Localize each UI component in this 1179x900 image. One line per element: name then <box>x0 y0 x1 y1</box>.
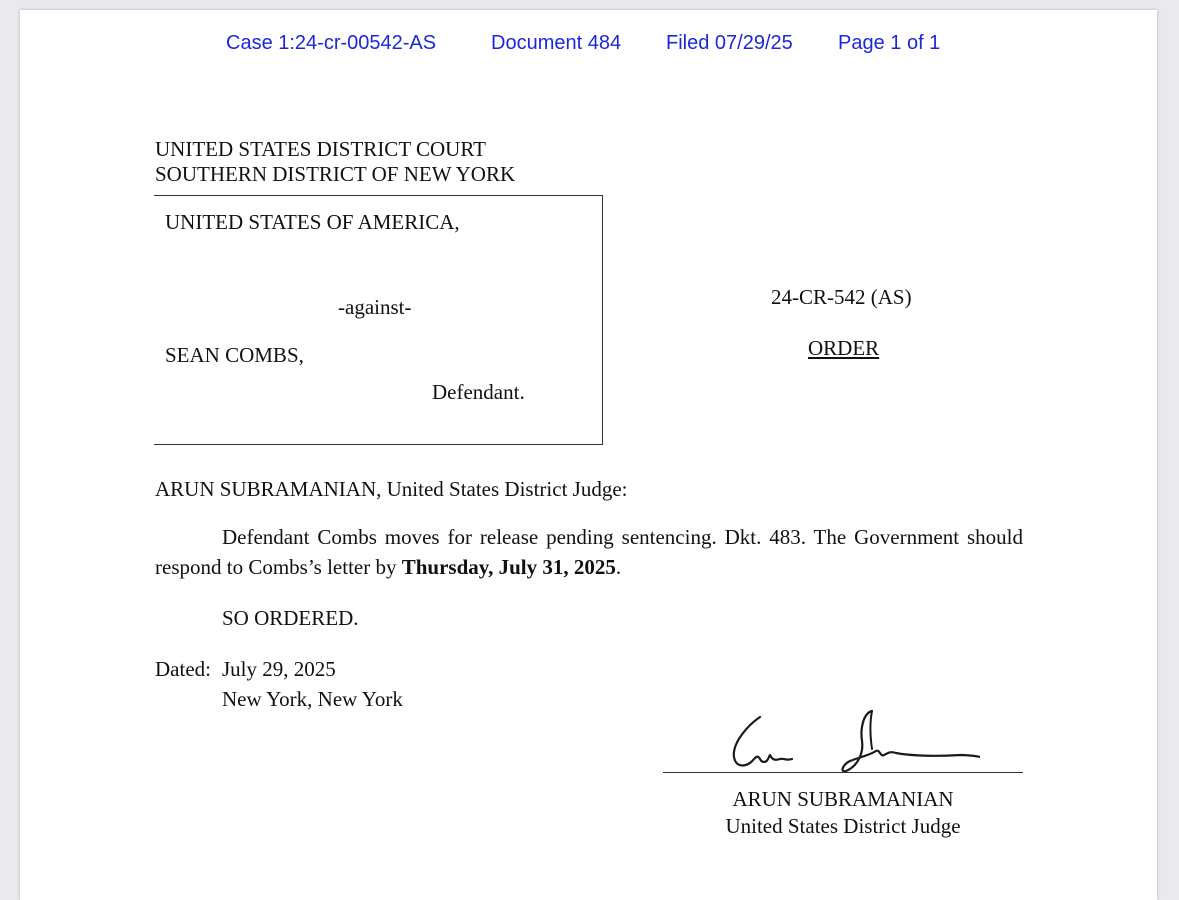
signature-line <box>663 772 1023 773</box>
caption-defendant-role: Defendant. <box>432 380 525 404</box>
order-body <box>155 522 1023 582</box>
court-name-line1: UNITED STATES DISTRICT COURT <box>155 137 486 161</box>
header-document-number: Document 484 <box>491 32 622 54</box>
header-page-count: Page 1 of 1 <box>838 32 941 54</box>
order-body-end: . <box>615 555 622 579</box>
order-body-text: Defendant Combs moves for release pending sentencing. Dkt. 483. The Government should respond to Combs’s letter by <box>155 525 1023 579</box>
court-name <box>155 137 515 187</box>
judge-line: ARUN SUBRAMANIAN, United States District Judge: <box>155 477 628 501</box>
dated-label: Dated: <box>155 657 211 681</box>
caption-against: -against- <box>338 295 412 319</box>
case-number: 24-CR-542 (AS) <box>771 285 912 309</box>
header-case-number: Case 1:24-cr-00542-AS <box>226 32 437 54</box>
signer-title: United States District Judge <box>725 814 961 838</box>
signature-block <box>663 786 1023 840</box>
dated-date: July 29, 2025 <box>222 657 336 681</box>
caption-plaintiff: UNITED STATES OF AMERICA, <box>165 210 460 234</box>
caption-defendant-name: SEAN COMBS, <box>165 343 304 367</box>
judge-signature <box>720 705 980 785</box>
order-deadline: Thursday, July 31, 2025 <box>401 555 616 579</box>
signer-name: ARUN SUBRAMANIAN <box>732 787 954 811</box>
document-title: ORDER <box>808 336 880 360</box>
dated-place: New York, New York <box>222 687 403 711</box>
so-ordered: SO ORDERED. <box>222 606 359 630</box>
document-page <box>20 10 1157 900</box>
header-filed-date: Filed 07/29/25 <box>666 32 793 54</box>
court-name-line2: SOUTHERN DISTRICT OF NEW YORK <box>155 162 516 186</box>
